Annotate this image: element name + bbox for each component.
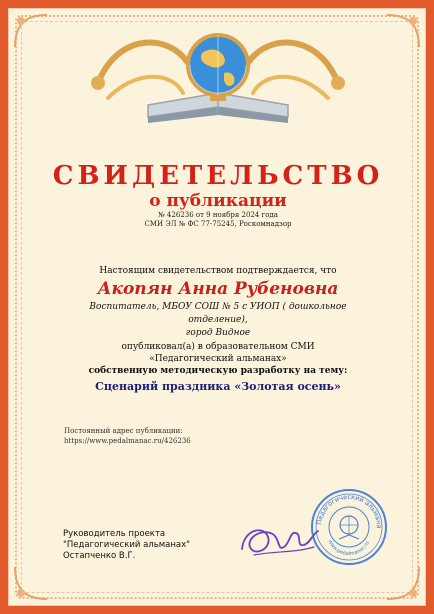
publication-topic: Сценарий праздника «Золотая осень» [95, 380, 341, 393]
signer-role: Руководитель проекта [63, 529, 166, 539]
corner-ornament-icon [383, 563, 423, 603]
confirm-text: Настоящим свидетельством подтверждается, что [99, 266, 337, 276]
certificate-subtitle: о публикации [149, 191, 287, 211]
svg-text:www.pedalmanac.ru: www.pedalmanac.ru [326, 539, 371, 558]
corner-ornament-icon [11, 563, 51, 603]
certificate-title: СВИДЕТЕЛЬСТВО [52, 161, 384, 191]
recipient-position [59, 301, 377, 340]
recipient-name: Акопян Анна Рубеновна [97, 279, 339, 299]
signer-block [63, 529, 190, 562]
development-text: собственную методическую разработку на тему: [88, 366, 348, 376]
recipient-city: город Видное [185, 328, 251, 338]
globe-book-emblem-icon [78, 13, 358, 133]
media-registration: СМИ ЭЛ № ФС 77-75245, Роскомнадзор [144, 220, 292, 228]
recipient-position-line: Воспитатель, МБОУ СОШ № 5 с УИОП ( дошкольное отделение), [89, 302, 347, 325]
corner-ornament-icon [11, 11, 51, 51]
corner-ornament-icon [383, 11, 423, 51]
signer-project: "Педагогический альманах" [63, 540, 191, 550]
publication-url[interactable]: https://www.pedalmanac.ru/426236 [64, 437, 191, 445]
svg-text:Педагогический альманах: Педагогический альмана [315, 492, 384, 529]
address-label: Постоянный адрес публикации: [64, 427, 183, 435]
certificate-number: № 426236 от 9 ноября 2024 года [158, 211, 278, 219]
published-text: опубликовал(а) в образовательном СМИ [121, 342, 315, 352]
official-stamp-icon [309, 487, 389, 567]
almanac-name: «Педагогический альманах» [149, 354, 287, 364]
certificate-paper [8, 8, 426, 606]
signer-name: Остапченко В.Г. [63, 551, 136, 561]
